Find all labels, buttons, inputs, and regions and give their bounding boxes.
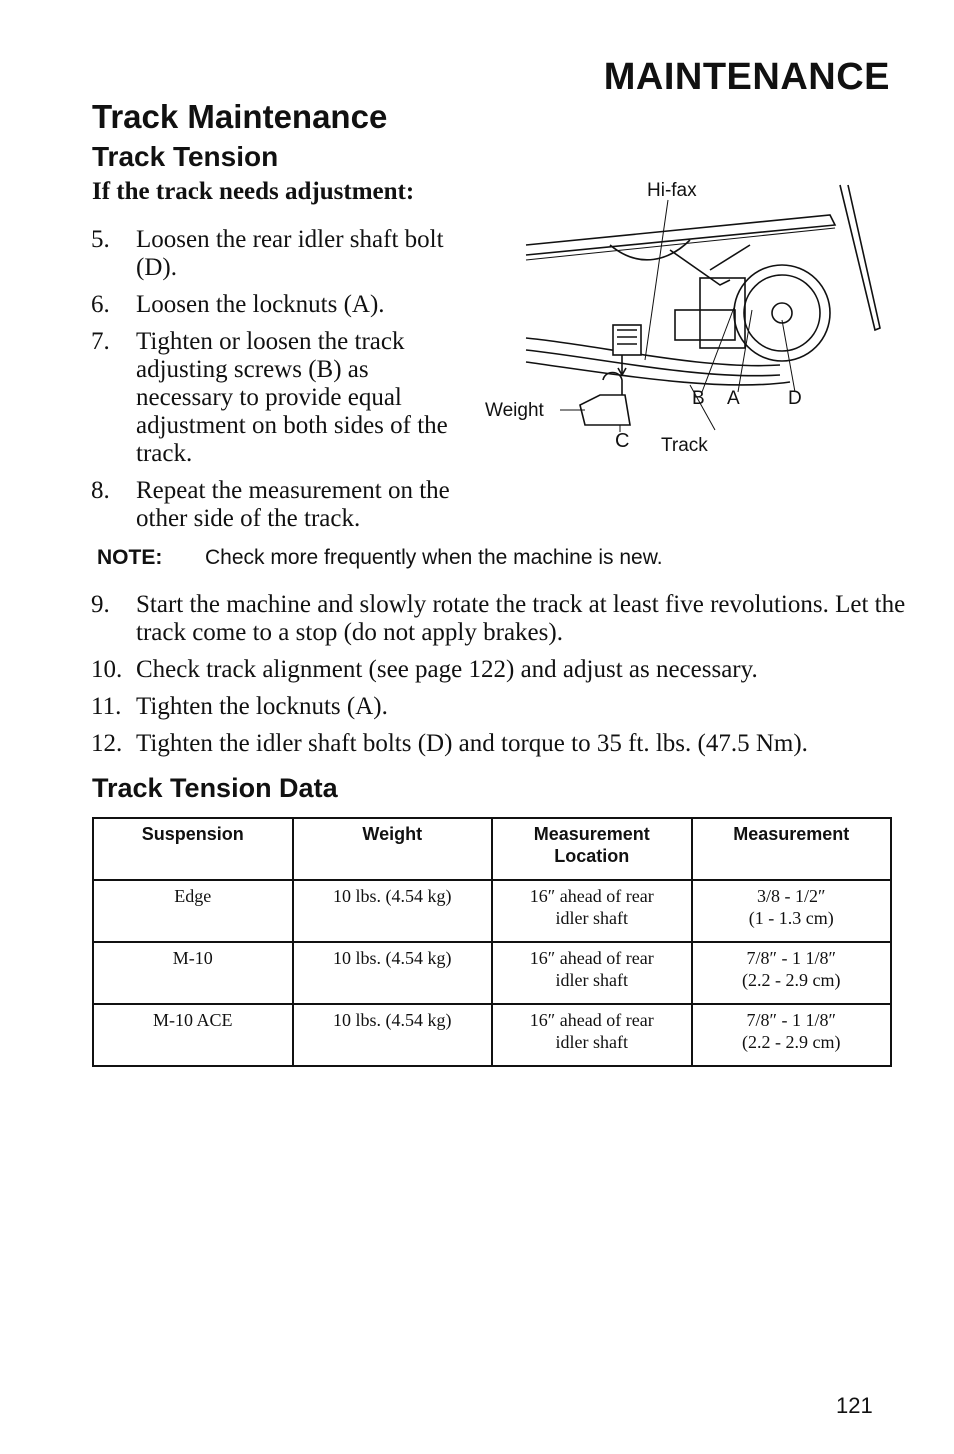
label-track: Track [661,435,708,456]
list-item [91,477,461,533]
cell-measurement [692,1004,892,1066]
step-text: Loosen the locknuts (A). [136,291,385,318]
cell-line: 16″ ahead of rear [529,948,654,968]
track-diagram [480,170,900,470]
cell-line: 16″ ahead of rear [529,886,654,906]
column-header: Measurement [692,818,892,880]
cell-line: idler shaft [555,970,628,990]
cell-weight: 10 lbs. (4.54 kg) [293,1004,493,1066]
step-number: 10. [91,656,123,683]
list-item [91,730,911,758]
cell-measurement [692,942,892,1004]
step-text: Check track alignment (see page 122) and adjust as necessary. [136,656,758,683]
cell-line: 7/8″ - 1 1/8″ [746,948,836,968]
track-tension-table [92,817,892,1067]
step-number: 8. [91,477,110,504]
cell-line: idler shaft [555,1032,628,1052]
label-d: D [788,388,802,409]
table-row [93,880,891,942]
list-item [91,226,461,282]
step-number: 6. [91,291,110,318]
cell-line: 16″ ahead of rear [529,1010,654,1030]
steps-list-part2 [91,591,911,767]
step-text: Loosen the rear idler shaft bolt (D). [136,226,444,281]
subsection-title: Track Tension [92,141,279,172]
column-header: Weight [293,818,493,880]
cell-line: (2.2 - 2.9 cm) [742,970,841,990]
note-label: NOTE: [97,546,163,569]
label-b: B [692,388,705,409]
page-title: Track Maintenance [92,98,388,135]
label-weight: Weight [485,400,544,421]
cell-line: 3/8 - 1/2″ [757,886,826,906]
cell-weight: 10 lbs. (4.54 kg) [293,942,493,1004]
cell-location [492,880,692,942]
cell-suspension: Edge [93,880,293,942]
list-item [91,328,461,468]
column-header: Measurement Location [492,818,692,880]
cell-location [492,942,692,1004]
list-item [91,693,911,721]
lead-in-text: If the track needs adjustment: [92,178,415,205]
label-a: A [727,388,740,409]
cell-line: (1 - 1.3 cm) [748,908,834,928]
step-text: Tighten the locknuts (A). [136,693,388,720]
table-title: Track Tension Data [92,773,338,803]
list-item [91,656,911,684]
cell-line: idler shaft [555,908,628,928]
column-header: Suspension [93,818,293,880]
step-number: 9. [91,591,110,618]
steps-list-part1 [91,226,461,542]
step-text: Tighten or loosen the track adjusting screws (B) as necessary to provide equal adjustment on both sides of the track. [136,328,448,467]
cell-suspension: M-10 ACE [93,1004,293,1066]
list-item [91,291,461,319]
cell-measurement [692,880,892,942]
step-text: Start the machine and slowly rotate the track at least five revolutions. Let the track come to a stop (do not apply brakes). [136,591,906,646]
cell-location [492,1004,692,1066]
table-header-row [93,818,891,880]
list-item [91,591,911,647]
label-hifax: Hi-fax [647,180,697,201]
table-row [93,1004,891,1066]
section-header: MAINTENANCE [603,56,890,98]
note [97,546,663,570]
page-number: 121 [836,1393,873,1418]
table-row [93,942,891,1004]
cell-suspension: M-10 [93,942,293,1004]
step-text: Tighten the idler shaft bolts (D) and torque to 35 ft. lbs. (47.5 Nm). [136,730,808,757]
cell-line: 7/8″ - 1 1/8″ [746,1010,836,1030]
step-number: 7. [91,328,110,355]
step-number: 5. [91,226,110,253]
note-text: Check more frequently when the machine is new. [205,546,663,569]
cell-line: (2.2 - 2.9 cm) [742,1032,841,1052]
step-number: 12. [91,730,123,757]
label-c: C [615,430,630,452]
step-text: Repeat the measurement on the other side of the track. [136,477,450,532]
step-number: 11. [91,693,122,720]
cell-weight: 10 lbs. (4.54 kg) [293,880,493,942]
